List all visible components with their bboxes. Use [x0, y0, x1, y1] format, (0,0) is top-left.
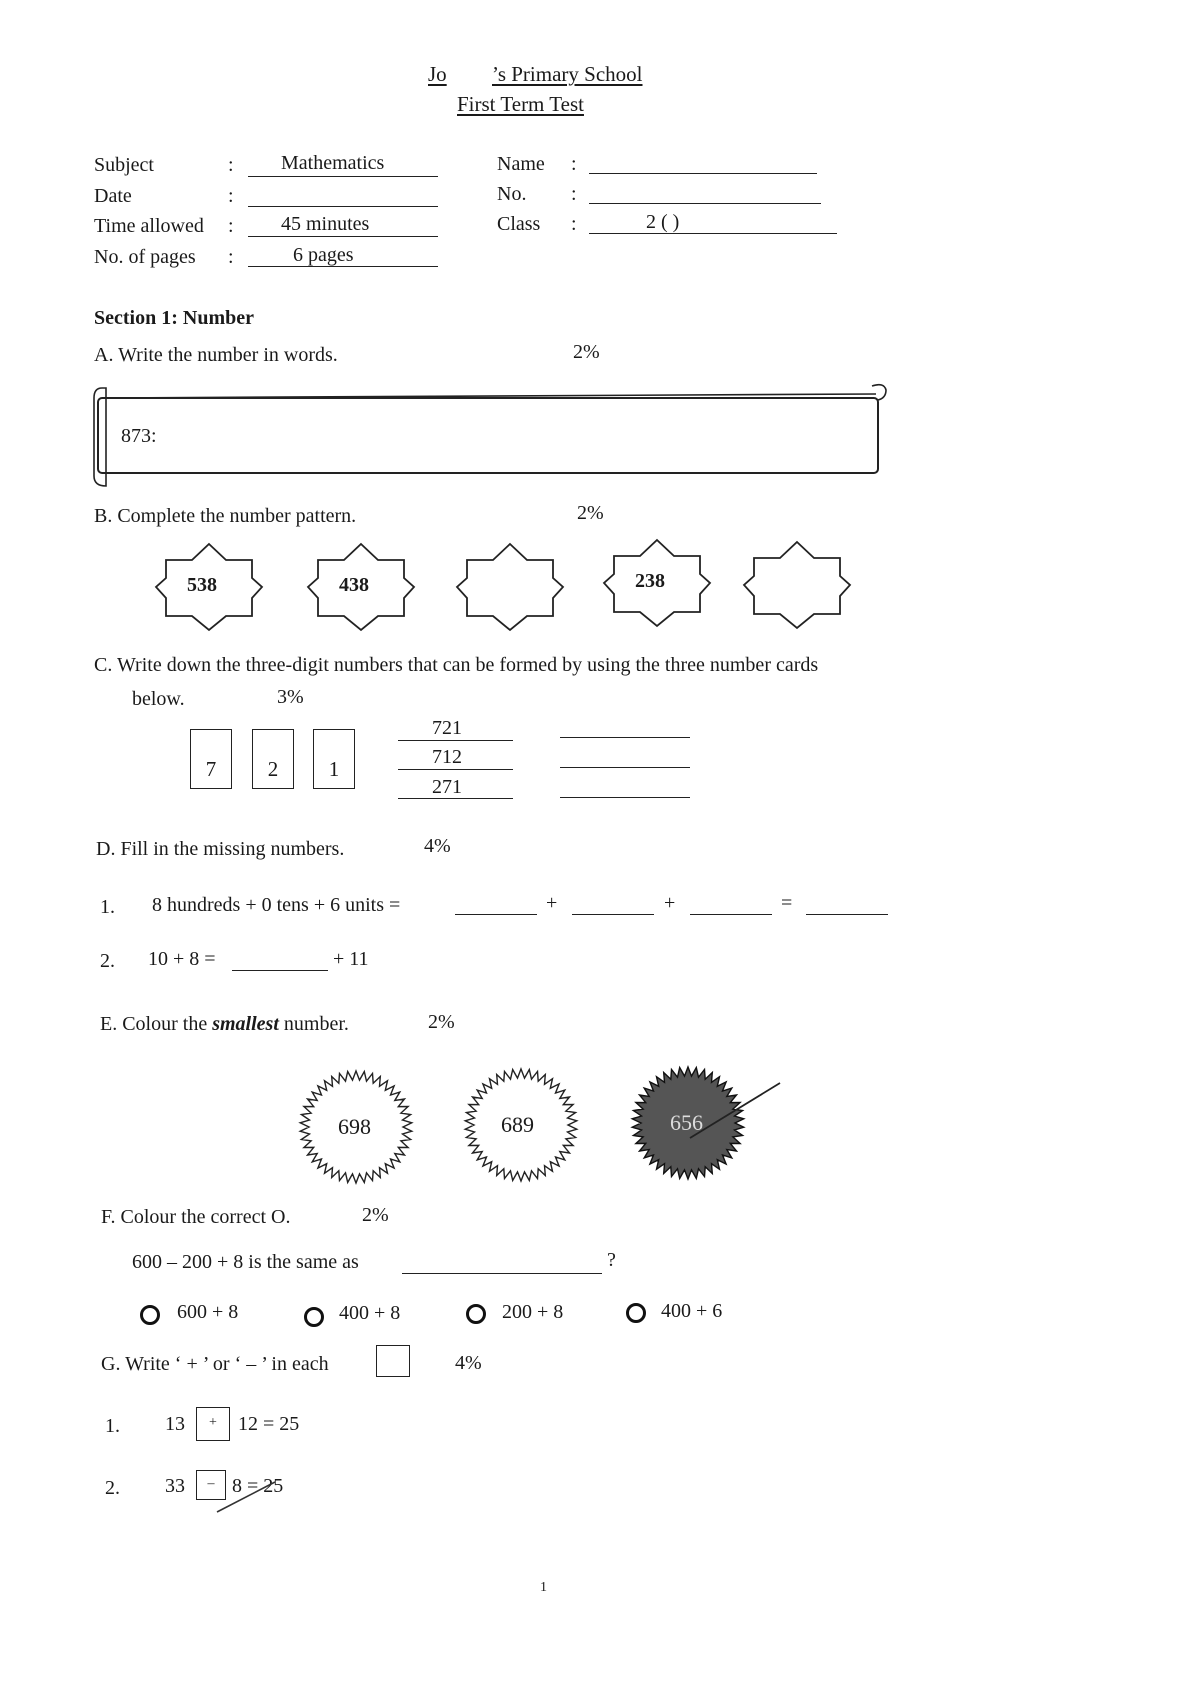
colon: : — [571, 213, 577, 235]
burst-value-2: 689 — [501, 1112, 534, 1137]
d-item-2-tail: + 11 — [333, 948, 369, 970]
class-label: Class — [497, 213, 541, 235]
f-blank[interactable] — [402, 1273, 602, 1274]
question-f-mark: 2% — [362, 1204, 389, 1226]
pages-value: 6 pages — [293, 244, 354, 266]
school-name-part2: ’s Primary School — [492, 62, 643, 86]
question-c-prompt-line2: below. — [132, 688, 185, 710]
question-a-mark: 2% — [573, 341, 600, 363]
subject-label: Subject — [94, 154, 154, 176]
scroll-prompt-number: 873: — [121, 425, 157, 447]
d-blank-1[interactable] — [455, 914, 537, 915]
date-line[interactable] — [248, 206, 438, 207]
time-allowed-value: 45 minutes — [281, 213, 370, 235]
option-label-3: 200 + 8 — [502, 1301, 564, 1323]
d-blank-5[interactable] — [232, 970, 328, 971]
school-name-part1: Jo — [428, 62, 447, 86]
g-item-2-right: 8 = 25 — [232, 1475, 284, 1497]
time-allowed-label: Time allowed — [94, 215, 204, 237]
plus-sign: + — [664, 892, 676, 914]
g-item-2-left: 33 — [165, 1475, 185, 1497]
question-a-prompt: A. Write the number in words. — [94, 344, 338, 366]
star-value-2: 438 — [339, 574, 369, 596]
d-item-1-text: 8 hundreds + 0 tens + 6 units = — [152, 894, 401, 916]
number-card-2: 2 — [252, 729, 294, 789]
answer-line-4[interactable] — [560, 737, 690, 738]
class-line[interactable] — [589, 233, 837, 234]
option-label-1: 600 + 8 — [177, 1301, 239, 1323]
equals-sign: = — [781, 892, 793, 914]
answer-line-3[interactable] — [398, 798, 513, 799]
g-item-2-box[interactable]: – — [196, 1470, 226, 1500]
colon: : — [228, 154, 234, 176]
d-blank-2[interactable] — [572, 914, 654, 915]
d-item-2-number: 2. — [100, 950, 115, 972]
f-question-mark: ? — [607, 1249, 616, 1271]
g-item-1-right: 12 = 25 — [238, 1413, 300, 1435]
class-value: 2 ( ) — [646, 211, 680, 233]
number-card-3: 1 — [313, 729, 355, 789]
colon: : — [228, 185, 234, 207]
star-shape-5-blank[interactable] — [742, 540, 852, 630]
question-c-prompt-line1: C. Write down the three-digit numbers that can be formed by using the three number cards — [94, 654, 819, 676]
question-e-mark: 2% — [428, 1011, 455, 1033]
pages-label: No. of pages — [94, 246, 196, 268]
question-e-prompt-b: number. — [278, 1013, 349, 1035]
question-e-prompt — [100, 1013, 349, 1036]
option-label-2: 400 + 8 — [339, 1302, 401, 1324]
name-line[interactable] — [589, 173, 817, 174]
g-item-2-number: 2. — [105, 1477, 120, 1499]
option-radio-3[interactable] — [466, 1304, 486, 1324]
question-g-prompt: G. Write ‘ + ’ or ‘ – ’ in each — [101, 1353, 329, 1375]
section-title: Section 1: Number — [94, 307, 254, 329]
answer-number-1: 721 — [432, 717, 462, 739]
no-label: No. — [497, 183, 527, 205]
answer-line-6[interactable] — [560, 797, 690, 798]
date-label: Date — [94, 185, 132, 207]
star-shape-3-blank[interactable] — [455, 542, 565, 632]
question-b-mark: 2% — [577, 502, 604, 524]
no-line[interactable] — [589, 203, 821, 204]
time-line — [248, 236, 438, 237]
question-d-mark: 4% — [424, 835, 451, 857]
question-g-mark: 4% — [455, 1352, 482, 1374]
subject-value: Mathematics — [281, 152, 385, 174]
star-value-1: 538 — [187, 574, 217, 596]
option-radio-2[interactable] — [304, 1307, 324, 1327]
answer-number-2: 712 — [432, 746, 462, 768]
number-card-1: 7 — [190, 729, 232, 789]
option-radio-4[interactable] — [626, 1303, 646, 1323]
question-b-prompt: B. Complete the number pattern. — [94, 505, 357, 527]
pages-line — [248, 266, 438, 267]
g-item-1-number: 1. — [105, 1415, 120, 1437]
d-item-2-text: 10 + 8 = — [148, 948, 216, 970]
scroll-answer-box[interactable] — [90, 378, 890, 498]
d-blank-4[interactable] — [806, 914, 888, 915]
pen-stroke — [215, 1478, 295, 1518]
g-item-1-left: 13 — [165, 1413, 185, 1435]
answer-line-2[interactable] — [398, 769, 513, 770]
example-box — [376, 1345, 410, 1377]
question-e-prompt-a: E. Colour the — [100, 1013, 213, 1035]
question-f-prompt: F. Colour the correct O. — [101, 1206, 291, 1228]
name-label: Name — [497, 153, 545, 175]
answer-number-3: 271 — [432, 776, 462, 798]
colon: : — [228, 246, 234, 268]
answer-line-1[interactable] — [398, 740, 513, 741]
colon: : — [228, 215, 234, 237]
d-blank-3[interactable] — [690, 914, 772, 915]
answer-line-5[interactable] — [560, 767, 690, 768]
star-value-4: 238 — [635, 570, 665, 592]
burst-value-3: 656 — [670, 1110, 703, 1135]
subject-line — [248, 176, 438, 177]
question-c-mark: 3% — [277, 686, 304, 708]
option-radio-1[interactable] — [140, 1305, 160, 1325]
d-item-1-number: 1. — [100, 896, 115, 918]
colon: : — [571, 183, 577, 205]
f-question: 600 – 200 + 8 is the same as — [132, 1251, 359, 1273]
colon: : — [571, 153, 577, 175]
question-e-emphasis: smallest — [212, 1013, 279, 1035]
test-title: First Term Test — [457, 92, 584, 116]
g-item-1-box[interactable]: + — [196, 1407, 230, 1441]
burst-value-1: 698 — [338, 1114, 371, 1139]
question-d-prompt: D. Fill in the missing numbers. — [96, 838, 345, 860]
plus-sign: + — [546, 892, 558, 914]
page-number: 1 — [540, 1580, 547, 1595]
option-label-4: 400 + 6 — [661, 1300, 723, 1322]
